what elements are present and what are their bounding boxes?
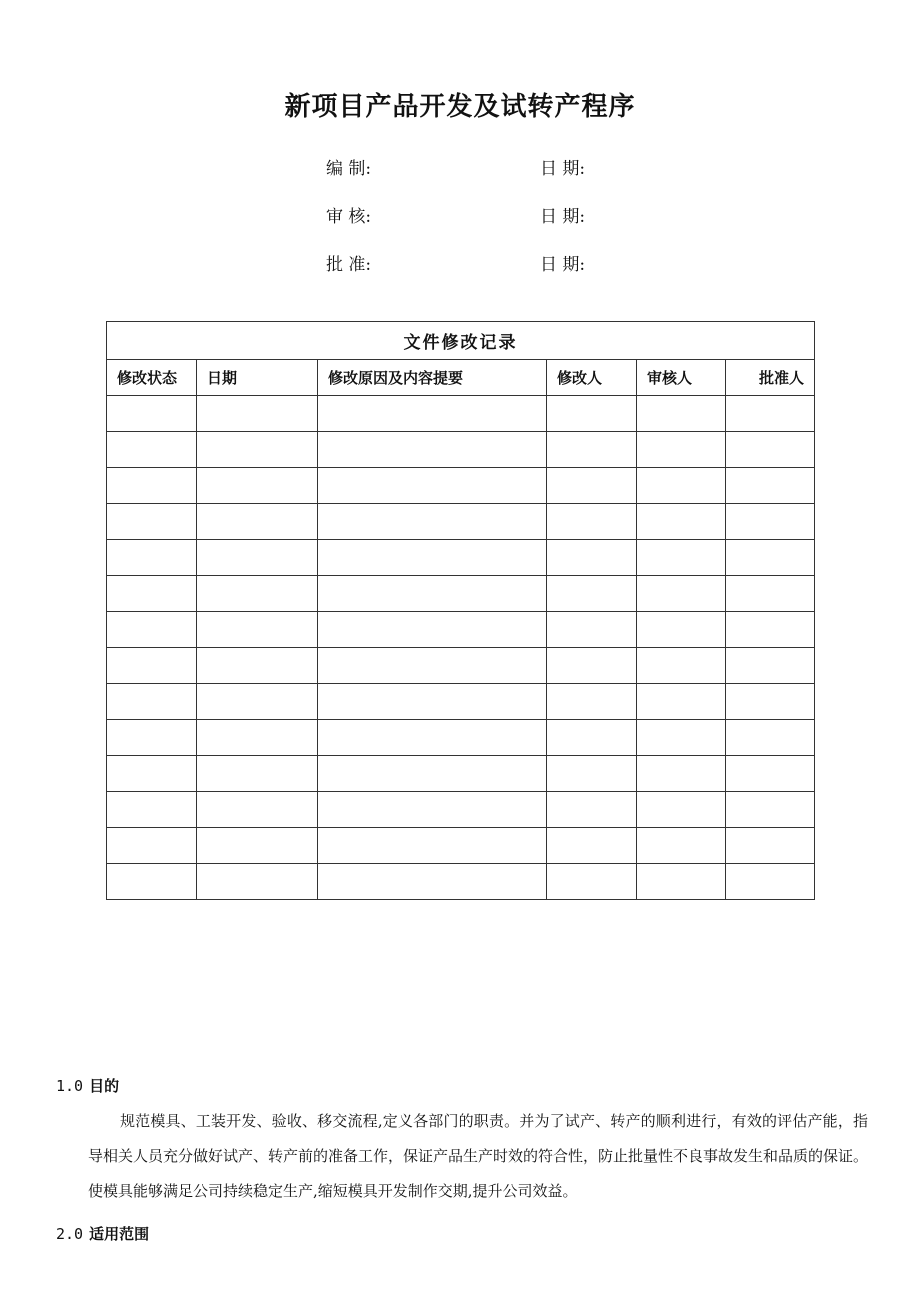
- table-cell: [107, 504, 197, 540]
- revision-table-caption: 文件修改记录: [107, 322, 815, 360]
- table-cell: [197, 684, 318, 720]
- table-row: [107, 576, 815, 612]
- table-cell: [318, 648, 547, 684]
- table-cell: [197, 792, 318, 828]
- table-cell: [547, 828, 637, 864]
- table-row: [107, 432, 815, 468]
- header-reason-summary: 修改原因及内容提要: [318, 360, 547, 396]
- table-cell: [318, 540, 547, 576]
- table-cell: [318, 576, 547, 612]
- table-row: [107, 612, 815, 648]
- section-1-heading: [56, 1075, 119, 1096]
- table-cell: [726, 612, 815, 648]
- table-cell: [726, 504, 815, 540]
- table-cell: [637, 396, 726, 432]
- signature-row-compile: [0, 154, 920, 178]
- table-cell: [197, 720, 318, 756]
- table-cell: [318, 792, 547, 828]
- header-approver: 批准人: [726, 360, 815, 396]
- table-cell: [107, 540, 197, 576]
- signature-row-review: [0, 202, 920, 226]
- table-cell: [107, 864, 197, 900]
- table-cell: [107, 432, 197, 468]
- table-cell: [107, 648, 197, 684]
- table-cell: [637, 720, 726, 756]
- review-date-label: 日 期:: [540, 207, 586, 227]
- table-cell: [637, 612, 726, 648]
- table-cell: [637, 540, 726, 576]
- table-cell: [107, 612, 197, 648]
- revision-record-table: [106, 321, 815, 900]
- table-cell: [637, 648, 726, 684]
- table-row: [107, 396, 815, 432]
- table-cell: [197, 648, 318, 684]
- table-cell: [726, 756, 815, 792]
- section-2-number: 2.0: [56, 1225, 84, 1243]
- table-row: [107, 540, 815, 576]
- table-cell: [726, 432, 815, 468]
- table-cell: [197, 432, 318, 468]
- table-cell: [637, 504, 726, 540]
- table-cell: [547, 576, 637, 612]
- table-cell: [547, 756, 637, 792]
- section-2-heading: [56, 1223, 149, 1244]
- approve-date-label: 日 期:: [540, 255, 586, 275]
- table-row: [107, 468, 815, 504]
- section-2-title: 适用范围: [89, 1225, 150, 1243]
- table-cell: [726, 648, 815, 684]
- table-cell: [637, 864, 726, 900]
- table-cell: [547, 468, 637, 504]
- table-cell: [318, 684, 547, 720]
- table-cell: [318, 396, 547, 432]
- table-cell: [726, 864, 815, 900]
- table-cell: [107, 684, 197, 720]
- table-cell: [726, 720, 815, 756]
- table-cell: [547, 792, 637, 828]
- table-cell: [637, 756, 726, 792]
- table-cell: [547, 432, 637, 468]
- table-cell: [547, 612, 637, 648]
- table-cell: [547, 720, 637, 756]
- table-row: [107, 792, 815, 828]
- signature-row-approve: [0, 250, 920, 274]
- revision-table-body: [107, 396, 815, 900]
- table-cell: [197, 612, 318, 648]
- table-row: [107, 504, 815, 540]
- table-cell: [197, 504, 318, 540]
- table-cell: [547, 684, 637, 720]
- table-cell: [547, 864, 637, 900]
- table-cell: [637, 468, 726, 504]
- compile-date-label: 日 期:: [540, 159, 586, 179]
- table-cell: [197, 576, 318, 612]
- table-cell: [107, 828, 197, 864]
- table-cell: [318, 432, 547, 468]
- table-cell: [726, 828, 815, 864]
- review-label: 审 核:: [326, 207, 372, 227]
- table-cell: [107, 756, 197, 792]
- table-cell: [107, 720, 197, 756]
- table-cell: [318, 504, 547, 540]
- table-cell: [318, 864, 547, 900]
- table-cell: [637, 828, 726, 864]
- section-1-title: 目的: [89, 1077, 120, 1095]
- table-cell: [637, 792, 726, 828]
- table-cell: [107, 792, 197, 828]
- table-cell: [197, 756, 318, 792]
- table-cell: [197, 864, 318, 900]
- revision-table-header-row: [107, 360, 815, 396]
- table-cell: [547, 540, 637, 576]
- table-cell: [726, 576, 815, 612]
- table-cell: [547, 396, 637, 432]
- table-cell: [107, 576, 197, 612]
- table-cell: [107, 396, 197, 432]
- document-title: 新项目产品开发及试转产程序: [284, 92, 636, 122]
- table-cell: [318, 756, 547, 792]
- table-cell: [318, 720, 547, 756]
- table-row: [107, 756, 815, 792]
- header-modifier: 修改人: [547, 360, 637, 396]
- table-cell: [318, 828, 547, 864]
- table-cell: [726, 684, 815, 720]
- table-cell: [726, 792, 815, 828]
- table-cell: [107, 468, 197, 504]
- compile-label: 编 制:: [326, 159, 372, 179]
- table-row: [107, 684, 815, 720]
- table-cell: [726, 396, 815, 432]
- table-cell: [637, 684, 726, 720]
- table-row: [107, 864, 815, 900]
- table-row: [107, 720, 815, 756]
- table-cell: [726, 468, 815, 504]
- table-cell: [637, 432, 726, 468]
- table-cell: [726, 540, 815, 576]
- section-1-number: 1.0: [56, 1077, 84, 1095]
- table-row: [107, 828, 815, 864]
- header-reviewer: 审核人: [637, 360, 726, 396]
- table-cell: [318, 468, 547, 504]
- table-cell: [197, 828, 318, 864]
- table-cell: [318, 612, 547, 648]
- header-revision-status: 修改状态: [107, 360, 197, 396]
- approve-label: 批 准:: [326, 255, 372, 275]
- table-row: [107, 648, 815, 684]
- table-cell: [197, 468, 318, 504]
- table-cell: [197, 396, 318, 432]
- table-cell: [547, 504, 637, 540]
- section-1-body: 规范模具、工装开发、验收、移交流程,定义各部门的职责。并为了试产、转产的顺利进行，有效的评估产能，指导相关人员充分做好试产、转产前的准备工作，保证产品生产时效的符合性，防止批量性不良事故发生和品质的保证。使模具能够满足公司持续稳定生产,缩短模具开发制作交期,提升公司效益。: [88, 1112, 869, 1200]
- table-cell: [547, 648, 637, 684]
- table-cell: [637, 576, 726, 612]
- header-date: 日期: [197, 360, 318, 396]
- table-cell: [197, 540, 318, 576]
